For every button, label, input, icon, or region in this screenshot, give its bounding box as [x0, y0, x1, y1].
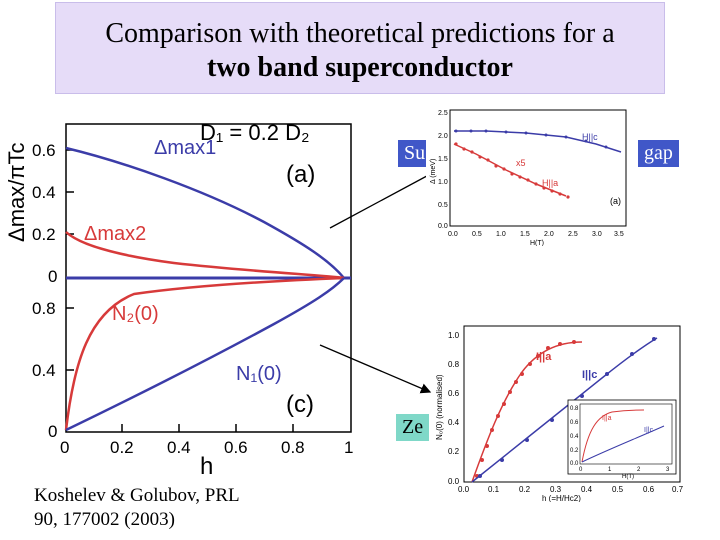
- top-param-label: D₁ = 0.2 D₂: [200, 120, 310, 145]
- inset-y-tick-06: 0.6: [570, 420, 579, 426]
- dos-y-tick-00: 0.0: [448, 477, 460, 486]
- y-tick-04: 0.4: [32, 183, 56, 202]
- dos-x-tick-06: 0.6: [643, 485, 655, 494]
- citation-line2: 90, 177002 (2003): [34, 509, 175, 530]
- x-tick-1: 1: [344, 438, 354, 457]
- gap-y-tick-05: 0.5: [438, 202, 448, 209]
- dos-x-tick-04: 0.4: [581, 485, 593, 494]
- dos-x-tick-07: 0.7: [672, 485, 684, 494]
- y-tick-06: 0.6: [32, 141, 56, 160]
- gap-label-text: gap: [644, 142, 673, 164]
- inset-legend-ic: I||c: [644, 427, 654, 434]
- dos-x-label: h (=H/Hc2): [542, 494, 581, 502]
- gap-y-tick-10: 1.0: [438, 179, 448, 186]
- dos-x-tick-00: 0.0: [458, 485, 470, 494]
- panel-a-label: (a): [286, 161, 316, 188]
- gap-legend-factor: x5: [516, 158, 526, 168]
- x-tick-06: 0.6: [224, 438, 248, 457]
- dos-plot: [432, 320, 690, 502]
- inset-y-tick-00: 0.0: [570, 461, 579, 467]
- inset-legend-ia: I||a: [602, 415, 612, 422]
- dos-x-tick-02: 0.2: [519, 485, 531, 494]
- gap-legend-ha: H||a: [542, 178, 559, 188]
- inset-y-tick-08: 0.8: [570, 406, 579, 412]
- x-tick-0: 0: [60, 438, 70, 457]
- dos-y-tick-02: 0.2: [448, 447, 460, 456]
- y-tick-02: 0.2: [32, 225, 56, 244]
- inset-y-tick-02: 0.2: [570, 448, 579, 454]
- ze-label-box: [396, 414, 429, 441]
- gap-label-box: [638, 140, 679, 167]
- n1-label: N₁(0): [236, 363, 282, 385]
- dos-x-tick-03: 0.3: [550, 485, 562, 494]
- slide-subtitle: two band superconductor: [207, 52, 513, 83]
- inset-x-label: H(T): [622, 474, 634, 480]
- gap-y-tick-25: 2.5: [438, 110, 448, 117]
- gap-x-tick-05: 0.5: [472, 231, 482, 238]
- inset-x-tick-2: 2: [637, 467, 641, 473]
- x-tick-08: 0.8: [281, 438, 305, 457]
- gap-x-tick-35: 3.5: [614, 231, 624, 238]
- dos-y-tick-08: 0.8: [448, 360, 460, 369]
- y-tick-0-bottom: 0: [48, 422, 58, 441]
- gap-y-label: Δ (meV): [430, 158, 437, 184]
- gap-x-label: H(T): [530, 240, 544, 246]
- inset-x-tick-1: 1: [608, 467, 612, 473]
- dos-legend-ia: I||a: [536, 351, 552, 363]
- dos-y-tick-04: 0.4: [448, 418, 460, 427]
- gap-x-tick-0: 0.0: [448, 231, 458, 238]
- gap-y-tick-15: 1.5: [438, 156, 448, 163]
- inset-x-tick-0: 0: [579, 467, 583, 473]
- x-tick-02: 0.2: [110, 438, 134, 457]
- y-tick-08: 0.8: [32, 299, 56, 318]
- gap-y-tick-20: 2.0: [438, 133, 448, 140]
- inset-x-tick-3: 3: [666, 467, 670, 473]
- panel-c-label: (c): [286, 391, 314, 418]
- x-axis-label: h: [200, 453, 214, 478]
- citation-caption: [34, 484, 240, 532]
- sup-label-text: Su: [404, 142, 426, 164]
- dos-y-label: N₀(0) (normalised): [435, 374, 444, 440]
- dos-x-tick-01: 0.1: [488, 485, 500, 494]
- gap-plot: [426, 104, 632, 246]
- inset-y-tick-04: 0.4: [570, 434, 579, 440]
- dos-x-tick-05: 0.5: [612, 485, 624, 494]
- dos-y-tick-06: 0.6: [448, 389, 460, 398]
- gap-x-tick-30: 3.0: [592, 231, 602, 238]
- y-tick-0-top: 0: [48, 267, 58, 286]
- citation-line1: Koshelev & Golubov, PRL: [34, 485, 240, 506]
- gap-y-tick-00: 0.0: [438, 223, 448, 230]
- delta-max1-label: Δmax1: [154, 137, 217, 159]
- n2-label: N₂(0): [112, 303, 159, 325]
- y-tick-04b: 0.4: [32, 361, 56, 380]
- gap-x-tick-25: 2.5: [568, 231, 578, 238]
- gap-legend-hc: H||c: [582, 132, 598, 142]
- dos-y-tick-10: 1.0: [448, 331, 460, 340]
- y-axis-label: Δmax/πTc: [4, 142, 29, 242]
- slide-title: Comparison with theoretical predictions for a: [105, 18, 615, 49]
- ze-label-text: Ze: [402, 416, 424, 438]
- gap-x-tick-15: 1.5: [520, 231, 530, 238]
- gap-x-tick-20: 2.0: [544, 231, 554, 238]
- gap-panel-label: (a): [610, 196, 621, 206]
- gap-x-tick-10: 1.0: [496, 231, 506, 238]
- delta-max2-label: Δmax2: [84, 223, 147, 245]
- dos-legend-ic: I||c: [582, 369, 598, 381]
- x-tick-04: 0.4: [167, 438, 191, 457]
